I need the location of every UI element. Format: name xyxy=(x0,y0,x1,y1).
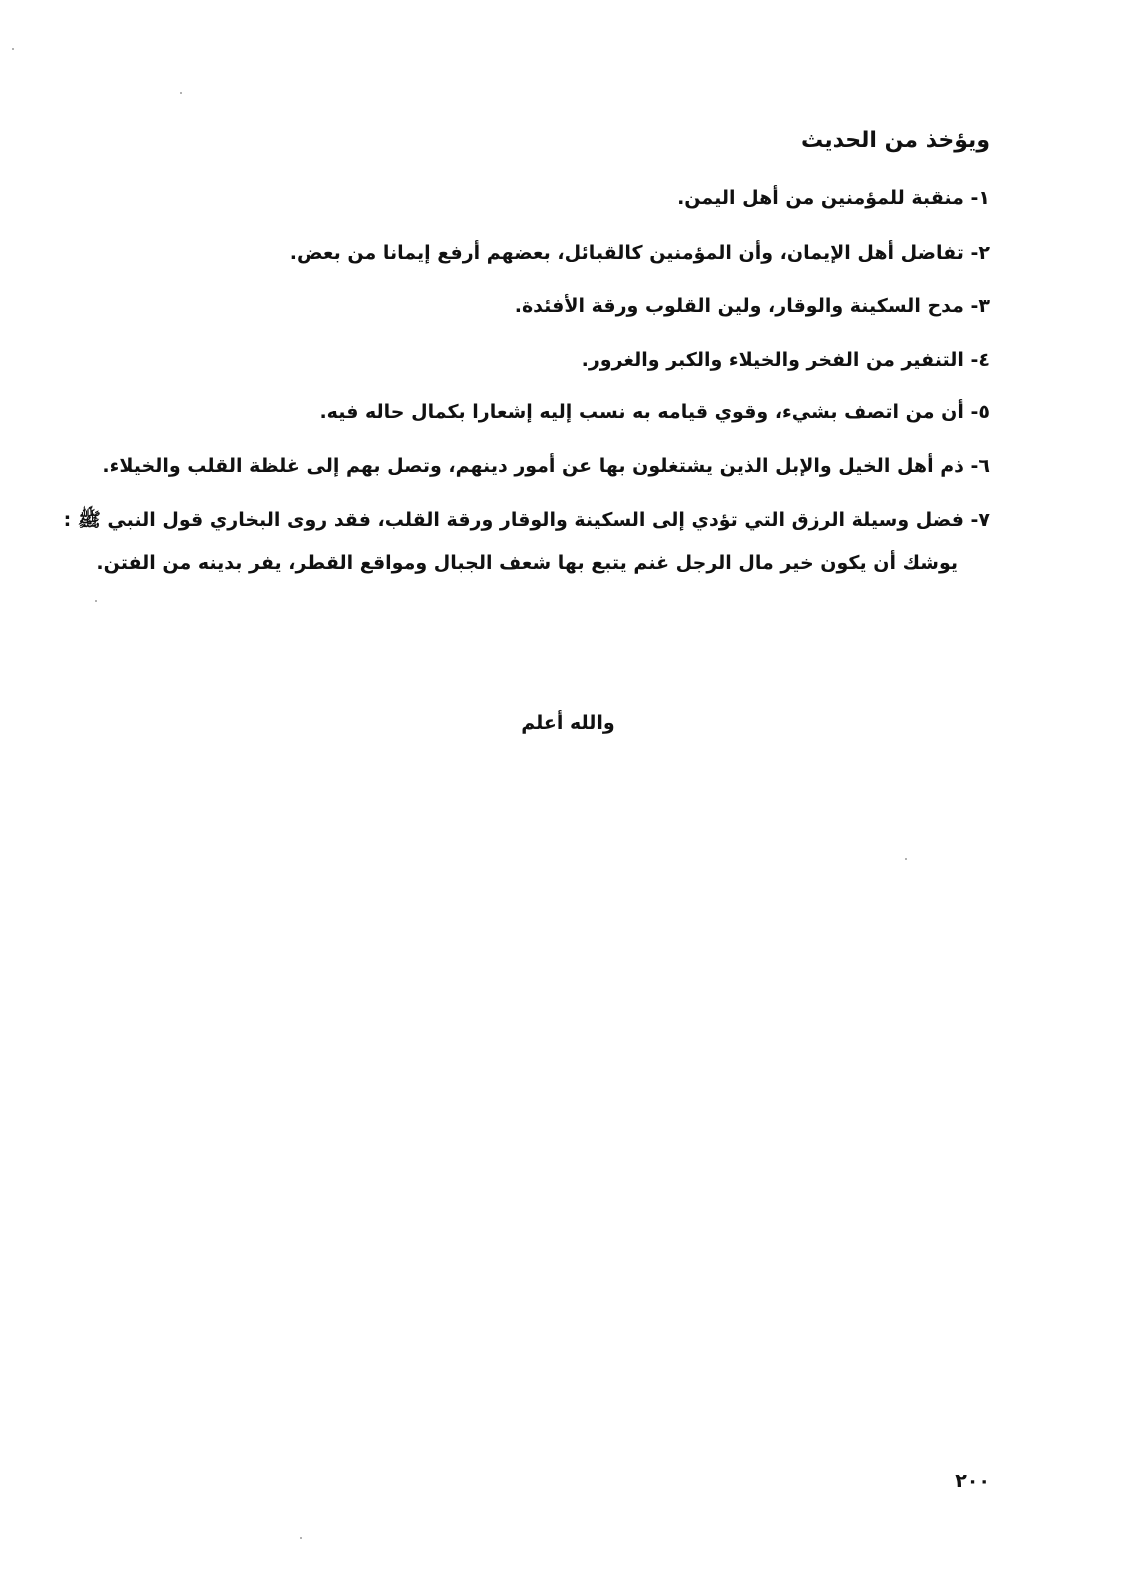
list-item-6: ٦- ذم أهل الخيل والإبل الذين يشتغلون بها عن أمور دينهم، وتصل بهم إلى غلظة القلب والخيلاء. xyxy=(102,455,990,477)
section-heading: ويؤخذ من الحديث xyxy=(801,128,990,153)
closing-phrase: والله أعلم xyxy=(521,712,615,734)
list-item-5: ٥- أن من اتصف بشيء، وقوي قيامه به نسب إليه إشعارا بكمال حاله فيه. xyxy=(319,401,990,423)
scan-speck xyxy=(905,858,907,860)
scan-speck xyxy=(180,92,182,94)
list-item-1: ١- منقبة للمؤمنين من أهل اليمن. xyxy=(677,187,990,209)
list-item-3: ٣- مدح السكينة والوقار، ولين القلوب ورقة الأفئدة. xyxy=(514,295,990,317)
list-item-4: ٤- التنفير من الفخر والخيلاء والكبر والغرور. xyxy=(581,349,990,371)
page-number: ٢٠٠ xyxy=(955,1470,990,1492)
list-item-7: ٧- فضل وسيلة الرزق التي تؤدي إلى السكينة والوقار ورقة القلب، فقد روى البخاري قول النبي ﷺ : xyxy=(63,509,990,531)
scan-speck xyxy=(95,600,97,602)
list-item-7-continuation: يوشك أن يكون خير مال الرجل غنم يتبع بها شعف الجبال ومواقع القطر، يفر بدينه من الفتن. xyxy=(96,552,958,574)
list-item-2: ٢- تفاضل أهل الإيمان، وأن المؤمنين كالقبائل، بعضهم أرفع إيمانا من بعض. xyxy=(289,242,990,264)
scan-speck xyxy=(300,1537,302,1539)
scan-speck xyxy=(12,48,14,50)
